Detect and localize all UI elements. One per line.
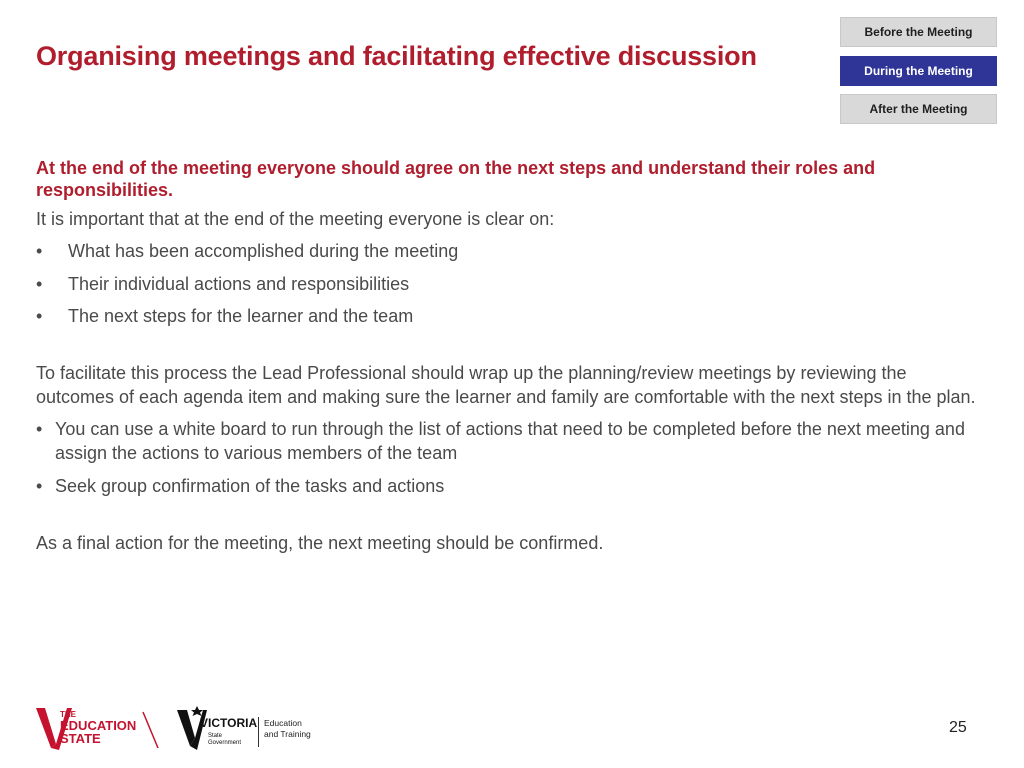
slide-content (36, 157, 976, 555)
victoria-sub1: State (208, 733, 223, 739)
victoria-sub2: Government (208, 740, 242, 746)
department-name (264, 718, 311, 740)
page-number: 25 (949, 719, 967, 736)
final-action-text: As a final action for the meeting, the next meeting should be confirmed. (36, 532, 604, 553)
list-item (36, 417, 976, 465)
facilitation-bullet-list (36, 417, 976, 498)
victoria-name: VICTORIA (200, 716, 257, 730)
bullet-icon: • (36, 273, 43, 294)
intro-text: It is important that at the end of the meeting everyone is clear on: (36, 209, 555, 229)
list-item-text: The next steps for the learner and the team (68, 306, 414, 326)
list-item-text: Seek group confirmation of the tasks and actions (55, 475, 445, 496)
edu-state-line3: STATE (60, 731, 101, 746)
edu-state-line2: EDUCATION (60, 718, 137, 733)
list-item (36, 272, 976, 296)
list-item-text: Their individual actions and responsibilities (68, 273, 410, 294)
slide-title: Organising meetings and facilitating effective discussion (36, 41, 757, 71)
nav-during-meeting-button[interactable]: During the Meeting (840, 56, 997, 86)
nav-after-meeting-button[interactable]: After the Meeting (840, 94, 997, 124)
list-item (36, 239, 976, 263)
list-item-text: What has been accomplished during the meeting (68, 241, 459, 261)
list-item-text: You can use a white board to run through the list of actions that need to be completed before the next meeting and assign the actions to various members of the team (55, 419, 965, 463)
bullet-icon: • (36, 306, 43, 326)
bullet-icon: • (36, 241, 43, 261)
education-state-logo (36, 704, 162, 750)
content-heading: At the end of the meeting everyone should agree on the next steps and understand their roles and responsibilities. (36, 158, 876, 200)
bullet-icon: • (36, 475, 43, 496)
logo-divider (258, 717, 259, 747)
clarity-bullet-list (36, 239, 976, 328)
department-line1: Education (264, 718, 302, 728)
edu-state-line1: THE (60, 710, 76, 719)
list-item (36, 474, 976, 498)
nav-before-meeting-button[interactable]: Before the Meeting (840, 17, 997, 47)
facilitation-paragraph: To facilitate this process the Lead Professional should wrap up the planning/review meetings by reviewing the outcomes of each agenda item and making sure the learner and family are comfortable with the next steps in the plan. (36, 363, 976, 407)
bullet-icon: • (36, 419, 43, 439)
department-line2: and Training (264, 729, 311, 739)
list-item (36, 304, 976, 328)
victoria-government-logo (177, 704, 257, 750)
